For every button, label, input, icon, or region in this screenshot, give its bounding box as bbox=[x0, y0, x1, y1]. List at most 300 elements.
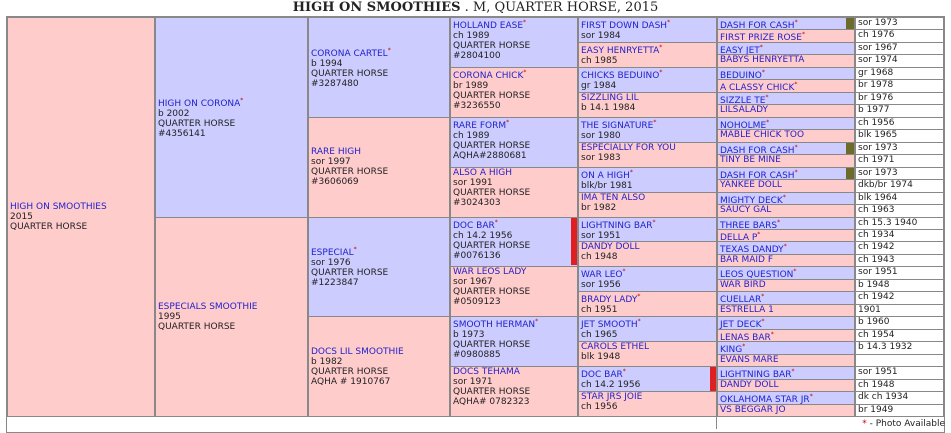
pedigree-cell-gen4 bbox=[578, 391, 717, 417]
horse-name-text[interactable]: JET DECK bbox=[720, 320, 762, 330]
horse-name-link[interactable] bbox=[720, 155, 781, 165]
horse-name-text[interactable]: HIGH ON CORONA bbox=[158, 98, 241, 109]
horse-detail-line: sor 1951 bbox=[858, 267, 898, 278]
pedigree-cell-gen4 bbox=[578, 17, 717, 43]
horse-name-text[interactable]: YANKEE DOLL bbox=[720, 180, 782, 191]
horse-detail-line: ch 1989 bbox=[453, 31, 490, 41]
horse-detail-line: AQHA# 0782323 bbox=[453, 397, 530, 408]
horse-detail-line: ch 1963 bbox=[858, 205, 895, 216]
pedigree-cell-gen5-info bbox=[855, 79, 944, 92]
horse-detail-line: gr 1984 bbox=[581, 80, 617, 91]
horse-name-text[interactable]: JET SMOOTH bbox=[581, 320, 638, 331]
horse-name-link[interactable] bbox=[453, 118, 510, 131]
inbreeding-marker bbox=[846, 168, 854, 179]
inbreeding-marker bbox=[710, 367, 716, 391]
horse-name-link[interactable] bbox=[581, 295, 640, 305]
horse-name-text[interactable]: TINY BE MINE bbox=[720, 155, 781, 166]
horse-name-link[interactable] bbox=[10, 202, 152, 212]
horse-name-text[interactable]: BRADY LADY bbox=[581, 295, 638, 306]
pedigree-cell-gen5 bbox=[717, 279, 855, 292]
horse-name-link[interactable] bbox=[720, 380, 779, 390]
pedigree-cell-gen5 bbox=[717, 92, 855, 105]
pedigree-chart bbox=[6, 16, 945, 417]
pedigree-cell-gen5 bbox=[717, 404, 855, 417]
inbreeding-marker bbox=[846, 18, 854, 29]
horse-detail-line: b 1960 bbox=[858, 317, 890, 328]
horse-detail-line: #0076136 bbox=[453, 250, 501, 261]
pedigree-cell-gen5-info bbox=[855, 266, 944, 279]
horse-name-text[interactable]: SMOOTH HERMAN bbox=[453, 320, 536, 331]
photo-available-icon: * bbox=[659, 43, 663, 51]
pedigree-cell-gen4 bbox=[578, 217, 717, 243]
pedigree-cell-gen5-info bbox=[855, 54, 944, 67]
pedigree-cell-gen5-info bbox=[855, 117, 944, 130]
photo-available-icon: * bbox=[794, 143, 798, 151]
horse-name-text[interactable]: ESPECIALS SMOOTHIE bbox=[158, 301, 258, 312]
horse-detail-line: sor 1956 bbox=[581, 280, 621, 291]
horse-name-link[interactable] bbox=[720, 355, 779, 365]
horse-detail-line: ch 1954 bbox=[858, 329, 895, 340]
photo-available-icon: * bbox=[353, 246, 357, 254]
horse-name-link[interactable] bbox=[720, 405, 786, 415]
pedigree-cell-gen5 bbox=[717, 117, 855, 130]
pedigree-footer bbox=[6, 417, 945, 433]
horse-detail-line: ch 1948 bbox=[858, 379, 895, 390]
horse-name-link[interactable] bbox=[581, 392, 642, 402]
horse-name-link[interactable] bbox=[581, 370, 626, 380]
pedigree-cell-gen5 bbox=[717, 79, 855, 92]
horse-name-text[interactable]: FIRST PRIZE ROSE bbox=[720, 33, 802, 43]
horse-name-link[interactable] bbox=[581, 168, 633, 181]
horse-detail-line: #3236550 bbox=[453, 100, 501, 111]
horse-name: HIGH ON SMOOTHIES bbox=[292, 0, 461, 15]
pedigree-cell-gen4 bbox=[578, 92, 717, 118]
horse-name-text[interactable]: RARE HIGH bbox=[311, 147, 362, 158]
pedigree-cell-gen5 bbox=[717, 67, 855, 80]
horse-name-text[interactable]: ON A HIGH bbox=[581, 170, 630, 181]
horse-detail-line: QUARTER HORSE bbox=[10, 222, 88, 232]
horse-name-link[interactable] bbox=[720, 305, 774, 315]
horse-detail-line: ch 1976 bbox=[858, 30, 895, 41]
horse-name-text[interactable]: CHICKS BEDUINO bbox=[581, 70, 660, 81]
horse-name-text[interactable]: OKLAHOMA STAR JR bbox=[720, 395, 810, 405]
pedigree-cell-gen4 bbox=[578, 192, 717, 218]
horse-name-link[interactable] bbox=[581, 320, 641, 330]
photo-available-icon: * bbox=[653, 118, 657, 126]
horse-name-link[interactable] bbox=[720, 180, 782, 190]
pedigree-cell-gen4 bbox=[578, 167, 717, 193]
horse-name-text[interactable]: DOCS TEHAMA bbox=[453, 367, 520, 378]
horse-name-link[interactable] bbox=[720, 105, 768, 115]
pedigree-cell-gen5-info bbox=[855, 29, 944, 42]
horse-detail-line: sor 1971 bbox=[453, 377, 493, 388]
horse-detail-line: QUARTER HORSE bbox=[158, 321, 236, 332]
pedigree-cell-gen5-info bbox=[855, 241, 944, 254]
photo-available-icon: * bbox=[494, 218, 498, 226]
horse-name-text[interactable]: HOLLAND EASE bbox=[453, 21, 524, 31]
horse-detail-line: ch 1942 bbox=[858, 292, 895, 303]
photo-available-icon: * bbox=[637, 293, 641, 301]
horse-name-link[interactable] bbox=[311, 347, 447, 357]
pedigree-cell-gen5 bbox=[717, 54, 855, 67]
horse-detail-line: #0509123 bbox=[453, 297, 501, 308]
horse-detail-line: 2015 bbox=[10, 212, 33, 222]
horse-name-text[interactable]: ESTRELLA 1 bbox=[720, 304, 774, 315]
pedigree-cell-gen5-info bbox=[855, 404, 944, 417]
horse-detail-line: b 1977 bbox=[858, 105, 890, 116]
horse-name-link[interactable] bbox=[581, 118, 657, 131]
horse-name-text[interactable]: SIZZLING LIL bbox=[581, 92, 639, 103]
horse-name-text[interactable]: TEXAS DANDY bbox=[720, 245, 784, 255]
horse-name-text[interactable]: THE SIGNATURE bbox=[581, 120, 654, 131]
pedigree-cell-gen5 bbox=[717, 142, 855, 155]
horse-detail-line: blk/br 1981 bbox=[581, 180, 633, 191]
horse-name-link[interactable] bbox=[581, 143, 676, 153]
horse-name-text[interactable]: BEDUINO bbox=[720, 70, 762, 81]
pedigree-cell-gen5-info bbox=[855, 179, 944, 192]
horse-name-link[interactable] bbox=[453, 21, 526, 31]
photo-available-icon: * bbox=[770, 330, 774, 338]
pedigree-cell-gen4 bbox=[578, 117, 717, 143]
horse-name-link[interactable] bbox=[453, 367, 520, 377]
horse-detail-line: 1901 bbox=[858, 304, 881, 315]
pedigree-cell-gen4 bbox=[578, 42, 717, 68]
pedigree-cell-gen5 bbox=[717, 379, 855, 392]
horse-name-text[interactable]: EVANS MARE bbox=[720, 354, 779, 365]
horse-detail-line: ch 1943 bbox=[858, 254, 895, 265]
horse-detail-line: #0980885 bbox=[453, 350, 501, 361]
photo-available-icon: * bbox=[622, 368, 626, 376]
horse-detail-line: QUARTER HORSE bbox=[453, 140, 531, 151]
pedigree-cell-gen5-info bbox=[855, 341, 944, 354]
horse-name-text[interactable]: LIGHTNING BAR bbox=[581, 220, 653, 231]
horse-detail-line: sor 1973 bbox=[858, 167, 898, 178]
horse-name-link[interactable] bbox=[158, 96, 305, 109]
horse-detail-line: b 1973 bbox=[453, 330, 485, 341]
pedigree-cell-gen3 bbox=[450, 217, 578, 268]
pedigree-cell-gen2 bbox=[308, 17, 450, 118]
horse-name-link[interactable] bbox=[720, 55, 804, 65]
pedigree-cell-gen4 bbox=[578, 142, 717, 168]
horse-detail-line: b 1982 bbox=[311, 356, 343, 367]
horse-detail-line: blk 1948 bbox=[581, 352, 621, 363]
pedigree-cell-gen5 bbox=[717, 204, 855, 217]
horse-name-link[interactable] bbox=[311, 147, 447, 157]
horse-detail-line: AQHA#2880681 bbox=[453, 150, 527, 161]
pedigree-cell-gen5-info bbox=[855, 366, 944, 379]
horse-name-text[interactable]: BAR MAID F bbox=[720, 254, 773, 265]
horse-detail-line: b 1948 bbox=[858, 279, 890, 290]
horse-detail-line: sor 1951 bbox=[858, 367, 898, 378]
horse-name-text[interactable]: CORONA CARTEL bbox=[311, 48, 388, 59]
photo-available-icon: * bbox=[765, 93, 769, 101]
horse-name-text[interactable]: SIZZLE TE bbox=[720, 95, 766, 106]
pedigree-cell-gen5 bbox=[717, 329, 855, 342]
horse-name-text[interactable]: MABLE CHICK TOO bbox=[720, 130, 805, 141]
photo-available-icon: * bbox=[794, 168, 798, 176]
horse-name-link[interactable] bbox=[453, 68, 527, 81]
horse-detail-line: QUARTER HORSE bbox=[311, 366, 389, 377]
horse-name-link[interactable] bbox=[720, 280, 766, 290]
pedigree-cell-gen5 bbox=[717, 167, 855, 180]
photo-available-icon: * bbox=[761, 318, 765, 326]
photo-available-icon: * bbox=[809, 393, 813, 401]
horse-name-text[interactable]: DANDY DOLL bbox=[581, 242, 640, 253]
horse-name-link[interactable] bbox=[581, 21, 670, 31]
horse-name-text[interactable]: SAUCY GAL bbox=[720, 205, 772, 216]
horse-name-text[interactable]: ALSO A HIGH bbox=[453, 167, 513, 178]
horse-detail-line: sor 1997 bbox=[311, 157, 351, 168]
horse-detail-line: QUARTER HORSE bbox=[453, 340, 531, 351]
horse-name-link[interactable] bbox=[453, 267, 526, 277]
horse-name-text[interactable]: WAR LEO bbox=[581, 270, 623, 281]
horse-name-text[interactable]: DOCS LIL SMOOTHIE bbox=[311, 346, 404, 357]
pedigree-cell-gen5-info bbox=[855, 192, 944, 205]
pedigree-cell-gen5 bbox=[717, 316, 855, 329]
horse-detail-line: QUARTER HORSE bbox=[453, 187, 531, 198]
horse-name-text[interactable]: LENAS BAR bbox=[720, 332, 771, 343]
horse-name-text[interactable]: BABYS HENRYETTA bbox=[720, 55, 805, 66]
pedigree-cell-gen4 bbox=[578, 241, 717, 267]
horse-detail-line: sor 1974 bbox=[858, 55, 898, 66]
pedigree-cell-gen3 bbox=[450, 266, 578, 317]
horse-detail-line: dk ch 1934 bbox=[858, 392, 909, 403]
horse-detail-line: br 1976 bbox=[858, 92, 894, 103]
horse-name-link[interactable] bbox=[311, 245, 447, 258]
horse-detail-line: ch 1934 bbox=[858, 229, 895, 240]
horse-name-text[interactable]: DOC BAR bbox=[453, 220, 495, 231]
pedigree-cell-gen5 bbox=[717, 304, 855, 317]
horse-name-link[interactable] bbox=[311, 46, 447, 59]
pedigree-cell-gen5-info bbox=[855, 204, 944, 217]
photo-available-icon: * bbox=[759, 43, 763, 51]
horse-name-link[interactable] bbox=[581, 342, 649, 352]
horse-name-text[interactable]: RARE FORM bbox=[453, 120, 507, 131]
photo-available-icon: * bbox=[629, 168, 633, 176]
horse-name-text[interactable]: WAR BIRD bbox=[720, 279, 766, 290]
page-title bbox=[0, 0, 951, 16]
pedigree-cell-gen5 bbox=[717, 229, 855, 242]
horse-detail-line: ch 1956 bbox=[858, 117, 895, 128]
photo-available-icon: * bbox=[794, 81, 798, 89]
horse-detail-line: br 1949 bbox=[858, 404, 894, 415]
horse-name-link[interactable] bbox=[581, 43, 663, 56]
horse-name-text[interactable]: DOC BAR bbox=[581, 370, 623, 381]
photo-available-icon: * bbox=[535, 318, 539, 326]
horse-detail-line: ch 1956 bbox=[581, 402, 618, 413]
photo-available-icon: * bbox=[782, 193, 786, 201]
pedigree-cell-gen5 bbox=[717, 291, 855, 304]
horse-detail-line: ch 1989 bbox=[453, 130, 490, 141]
pedigree-cell-gen3 bbox=[450, 67, 578, 118]
photo-available-icon: * bbox=[793, 268, 797, 276]
horse-detail-line: sor 1980 bbox=[581, 130, 621, 141]
pedigree-cell-gen4 bbox=[578, 316, 717, 342]
horse-name-text[interactable]: LILSALADY bbox=[720, 105, 769, 116]
horse-name-link[interactable] bbox=[581, 270, 625, 280]
horse-name-text[interactable]: VS BEGGAR JO bbox=[720, 404, 786, 415]
pedigree-cell-gen5-info bbox=[855, 92, 944, 105]
horse-name-link[interactable] bbox=[581, 68, 663, 81]
horse-name-text[interactable]: KING bbox=[720, 345, 743, 355]
pedigree-cell-gen5-info bbox=[855, 229, 944, 242]
horse-name-link[interactable] bbox=[720, 205, 771, 215]
horse-name-text[interactable]: WAR LEOS LADY bbox=[453, 267, 527, 278]
horse-detail-line: QUARTER HORSE bbox=[311, 167, 389, 178]
horse-detail-line: sor 1976 bbox=[311, 258, 351, 269]
horse-detail-line: br 1982 bbox=[581, 202, 617, 213]
horse-name-text[interactable]: STAR JRS JOIE bbox=[581, 392, 643, 403]
horse-name-link[interactable] bbox=[581, 193, 645, 203]
horse-detail-line: sor 1973 bbox=[858, 18, 898, 28]
horse-name-link[interactable] bbox=[720, 130, 804, 140]
horse-name-text[interactable]: CUELLAR bbox=[720, 295, 762, 305]
horse-detail-line: dkb/br 1974 bbox=[858, 180, 913, 191]
horse-detail-line: sor 1983 bbox=[581, 152, 621, 163]
pedigree-cell-gen3 bbox=[450, 316, 578, 367]
pedigree-cell-gen5 bbox=[717, 17, 855, 30]
horse-name-text[interactable]: ESPECIAL bbox=[311, 248, 354, 259]
photo-available-icon: * bbox=[757, 230, 761, 238]
pedigree-cell-gen5 bbox=[717, 129, 855, 142]
horse-name-text[interactable]: DASH FOR CASH bbox=[720, 170, 795, 181]
photo-available-icon: * bbox=[387, 46, 391, 54]
horse-name-link[interactable] bbox=[581, 93, 639, 103]
pedigree-cell-gen5 bbox=[717, 179, 855, 192]
horse-detail-line: QUARTER HORSE bbox=[453, 240, 531, 251]
horse-detail-line: ch 1951 bbox=[581, 305, 618, 316]
horse-detail-line: gr 1968 bbox=[858, 67, 894, 78]
horse-name-link[interactable] bbox=[581, 242, 640, 252]
photo-available-icon: * bbox=[742, 343, 746, 351]
horse-name-link[interactable] bbox=[720, 255, 773, 265]
horse-detail-line: AQHA # 1910767 bbox=[311, 376, 391, 387]
horse-detail-line: blk 1964 bbox=[858, 192, 898, 203]
pedigree-cell-gen5-info bbox=[855, 304, 944, 317]
horse-name-text[interactable]: A CLASSY CHICK bbox=[720, 83, 795, 93]
pedigree-cell-gen4 bbox=[578, 341, 717, 367]
horse-detail-line: ch 1942 bbox=[858, 242, 895, 253]
photo-available-icon: * bbox=[791, 368, 795, 376]
horse-detail-line: blk 1965 bbox=[858, 130, 898, 141]
horse-name-link[interactable] bbox=[453, 218, 498, 231]
pedigree-cell-gen1 bbox=[155, 17, 308, 218]
pedigree-cell-gen5-info bbox=[855, 154, 944, 167]
photo-available-icon: * bbox=[652, 218, 656, 226]
photo-available-icon: * bbox=[801, 31, 805, 39]
horse-detail-line: #2804100 bbox=[453, 51, 501, 61]
horse-detail-line: b 1994 bbox=[311, 58, 343, 69]
pedigree-cell-gen5 bbox=[717, 354, 855, 367]
pedigree-cell-gen5-info bbox=[855, 354, 944, 367]
horse-name-text[interactable]: CAROLS ETHEL bbox=[581, 342, 650, 353]
horse-name-link[interactable] bbox=[158, 302, 305, 312]
horse-name-link[interactable] bbox=[453, 168, 512, 178]
pedigree-cell-gen2 bbox=[308, 316, 450, 417]
photo-available-icon: * bbox=[794, 19, 798, 26]
pedigree-cell-gen5 bbox=[717, 341, 855, 354]
pedigree-cell-gen5-info bbox=[855, 217, 944, 230]
horse-name-link[interactable] bbox=[581, 218, 656, 231]
horse-detail-line: ch 14.2 1956 bbox=[581, 380, 641, 391]
pedigree-cell-gen4 bbox=[578, 266, 717, 292]
photo-legend bbox=[862, 419, 945, 429]
pedigree-cell-gen5-info bbox=[855, 142, 944, 155]
photo-legend-text: - Photo Available bbox=[866, 419, 945, 429]
horse-name-text[interactable]: FIRST DOWN DASH bbox=[581, 21, 668, 31]
pedigree-cell-gen3 bbox=[450, 167, 578, 218]
photo-star-icon: * bbox=[862, 419, 867, 429]
horse-detail-line: #3024303 bbox=[453, 197, 501, 208]
horse-name-text[interactable]: DASH FOR CASH bbox=[720, 145, 795, 156]
horse-name-text[interactable]: NOHOLME bbox=[720, 120, 767, 131]
horse-name-link[interactable] bbox=[453, 320, 538, 330]
photo-available-icon: * bbox=[506, 118, 510, 126]
pedigree-cell-gen5-info bbox=[855, 329, 944, 342]
horse-detail-line: 1995 bbox=[158, 311, 181, 322]
horse-detail-line: QUARTER HORSE bbox=[311, 68, 389, 79]
horse-name-text[interactable]: DASH FOR CASH bbox=[720, 21, 795, 31]
pedigree-cell-gen5-info bbox=[855, 67, 944, 80]
horse-detail-line: sor 1951 bbox=[581, 230, 621, 241]
horse-name-text[interactable]: EASY HENRYETTA bbox=[581, 45, 660, 56]
photo-available-icon: * bbox=[622, 268, 626, 276]
pedigree-cell-gen3 bbox=[450, 117, 578, 168]
horse-detail-line: ch 1948 bbox=[581, 252, 618, 263]
pedigree-cell-gen1 bbox=[155, 217, 308, 418]
horse-name-text[interactable]: DANDY DOLL bbox=[720, 379, 779, 390]
pedigree-cell-gen4 bbox=[578, 366, 717, 392]
horse-name-text[interactable]: HIGH ON SMOOTHIES bbox=[10, 202, 107, 212]
horse-detail-line: QUARTER HORSE bbox=[453, 90, 531, 101]
horse-detail-line: #3606069 bbox=[311, 177, 359, 188]
horse-name-text[interactable]: THREE BARS bbox=[720, 220, 778, 230]
pedigree-cell-gen5 bbox=[717, 254, 855, 267]
horse-name-text[interactable]: ESPECIALLY FOR YOU bbox=[581, 142, 676, 153]
horse-name-text[interactable]: LIGHTNING BAR bbox=[720, 370, 792, 380]
pedigree-cell-gen0 bbox=[7, 17, 155, 417]
photo-available-icon: * bbox=[523, 68, 527, 76]
horse-detail-line: QUARTER HORSE bbox=[453, 41, 531, 51]
photo-available-icon: * bbox=[667, 19, 671, 26]
horse-name-text[interactable]: LEOS QUESTION bbox=[720, 270, 794, 280]
pedigree-cell-gen5 bbox=[717, 266, 855, 279]
horse-name-text[interactable]: IMA TEN ALSO bbox=[581, 192, 646, 203]
pedigree-cell-gen5-info bbox=[855, 17, 944, 30]
horse-name-text[interactable]: CORONA CHICK bbox=[453, 70, 524, 81]
horse-detail-line: ch 1985 bbox=[581, 55, 618, 66]
horse-detail-line: br 1989 bbox=[453, 80, 489, 91]
pedigree-cell-gen5-info bbox=[855, 104, 944, 117]
horse-detail-line: #1223847 bbox=[311, 278, 359, 289]
horse-name-text[interactable]: MIGHTY DECK bbox=[720, 195, 783, 206]
photo-available-icon: * bbox=[659, 68, 663, 76]
pedigree-cell-gen5 bbox=[717, 391, 855, 404]
horse-detail-line: b 14.3 1932 bbox=[858, 342, 913, 353]
pedigree-cell-gen5-info bbox=[855, 316, 944, 329]
pedigree-cell-gen5-info bbox=[855, 42, 944, 55]
photo-available-icon: * bbox=[766, 118, 770, 126]
pedigree-cell-gen5-info bbox=[855, 129, 944, 142]
horse-name-text[interactable]: EASY JET bbox=[720, 45, 760, 56]
pedigree-cell-gen3 bbox=[450, 366, 578, 417]
pedigree-cell-gen5 bbox=[717, 241, 855, 254]
horse-name-text[interactable]: DELLA P bbox=[720, 232, 758, 243]
pedigree-cell-gen2 bbox=[308, 217, 450, 318]
horse-detail-line: QUARTER HORSE bbox=[453, 287, 531, 298]
horse-detail-line: b 2002 bbox=[158, 108, 190, 119]
horse-detail-line: ch 1965 bbox=[581, 330, 618, 341]
